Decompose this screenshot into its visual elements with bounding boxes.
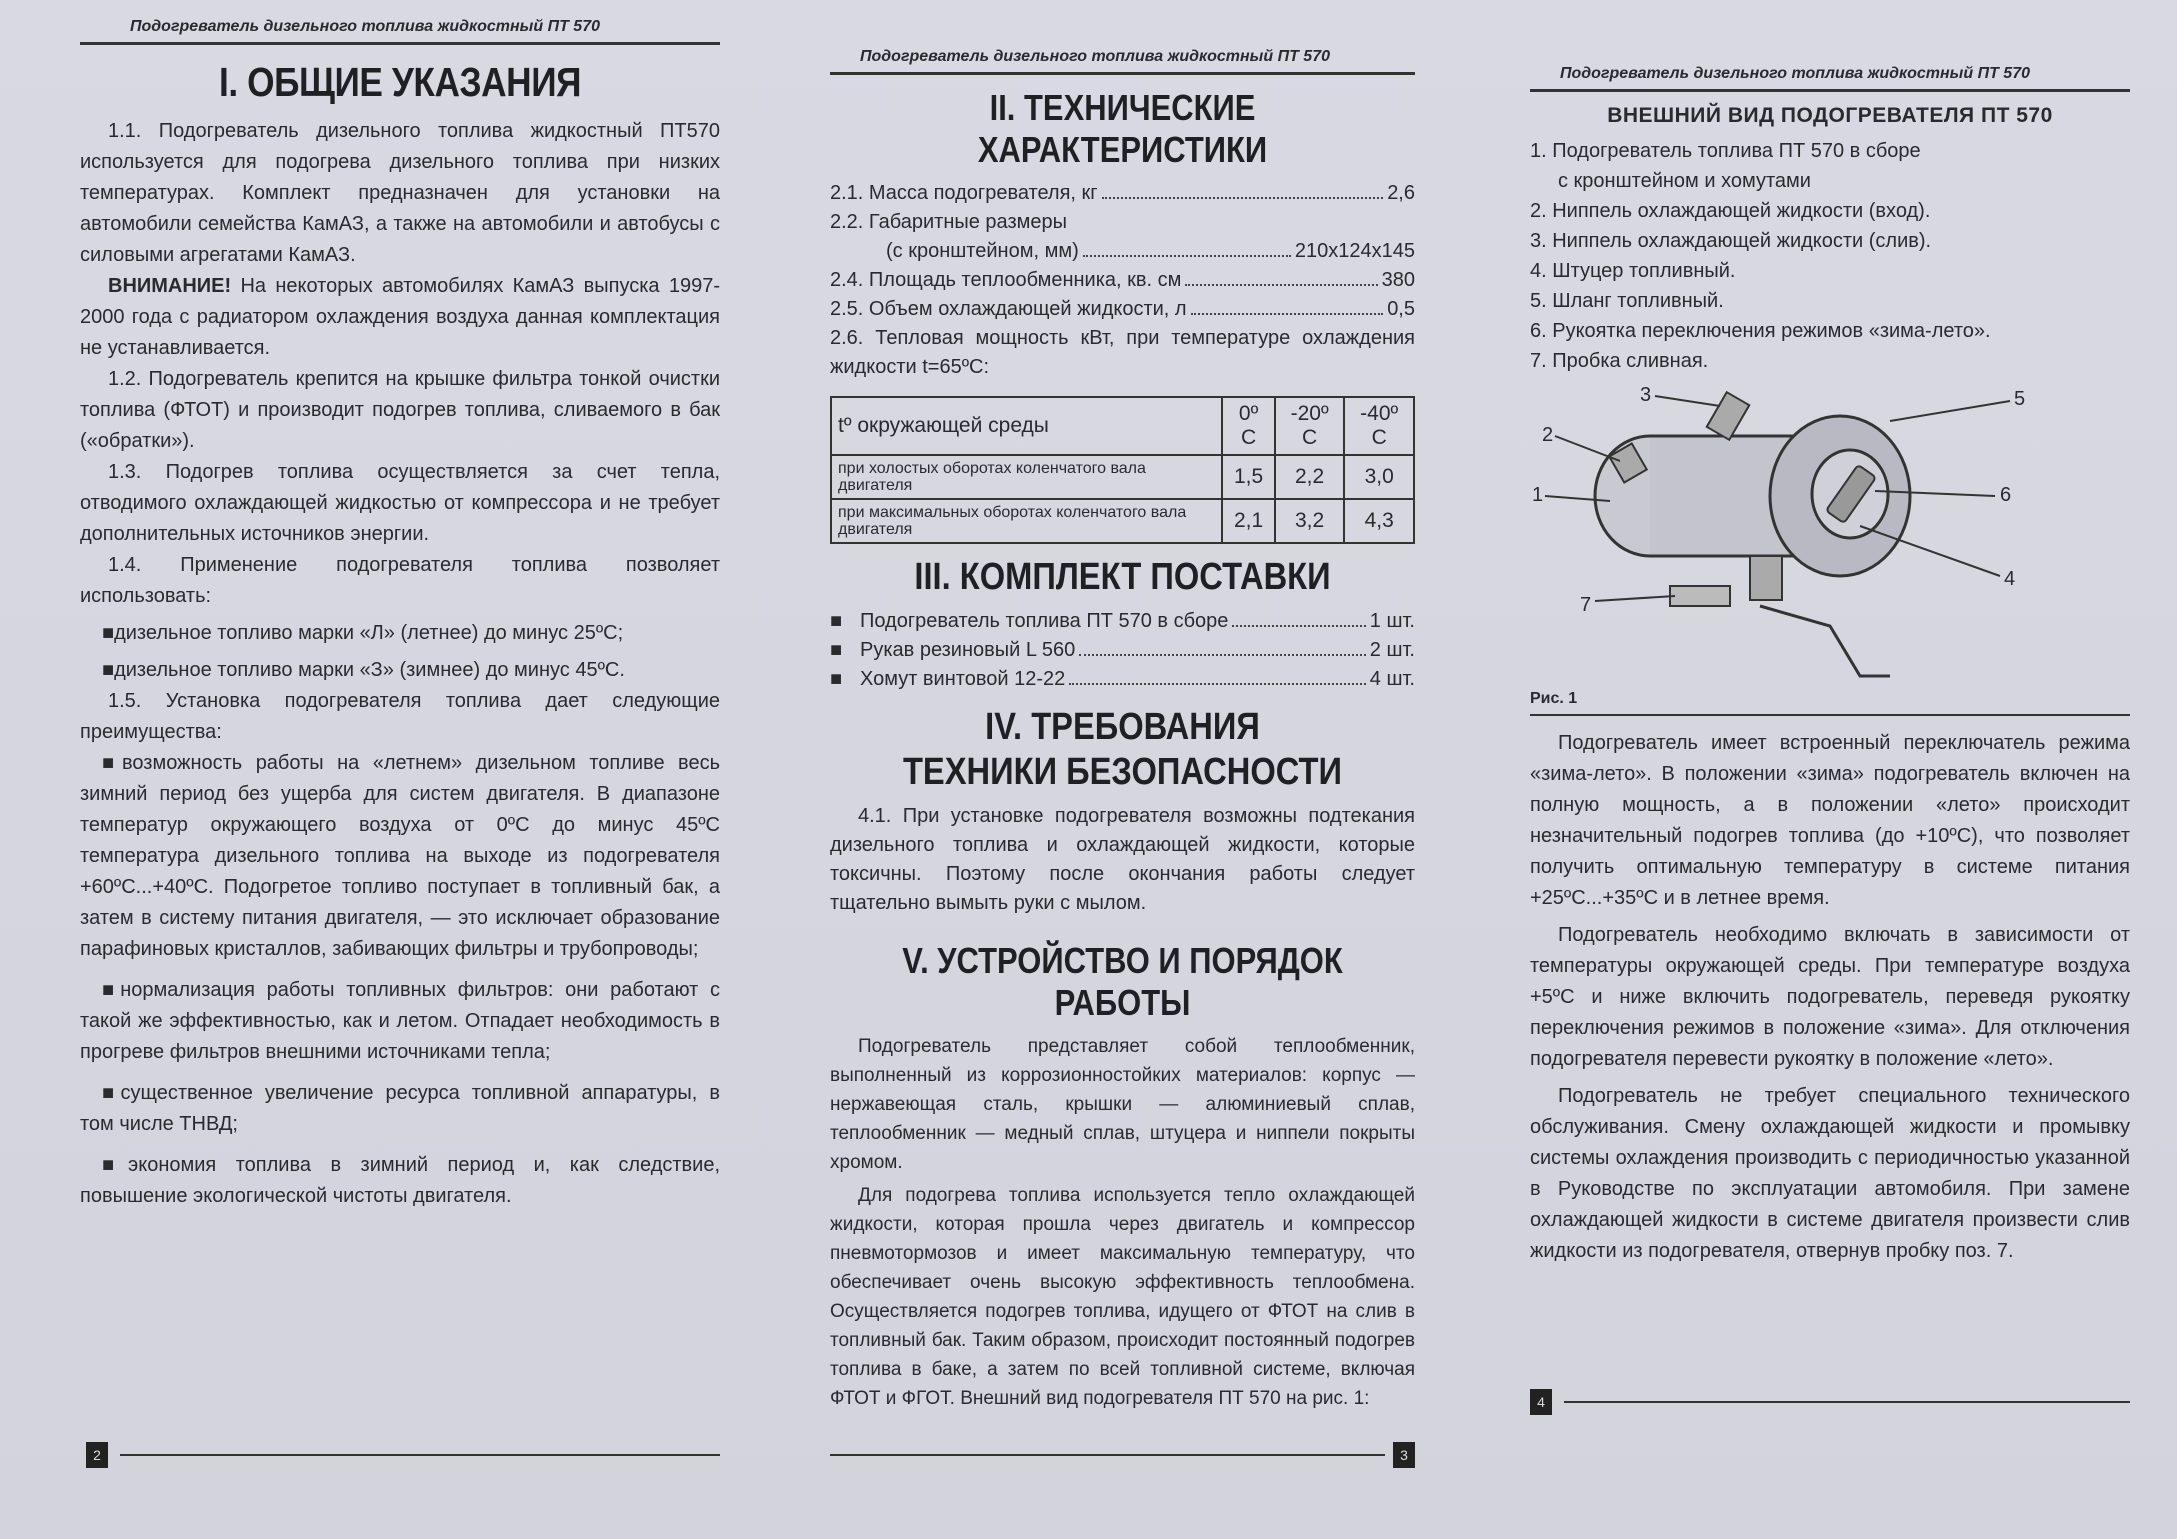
list-item: 4. Штуцер топливный.	[1530, 260, 1736, 282]
paragraph: Подогреватель не требует специального технического обслуживания. Смену охлаждающей жидкости и промывку системы охлаждения производить с периодичностью указанной в Руководстве по эксплуатации автомобиля. При замене охлаждающей жидкости в системе двигателя произвести слив жидкости из подогревателя, отвернув пробку поз. 7.	[1530, 1085, 2130, 1262]
table-cell: 3,0	[1344, 455, 1414, 499]
table-row	[831, 455, 1414, 499]
section-1-heading: I. ОБЩИЕ УКАЗАНИЯ	[218, 59, 582, 105]
warning-paragraph	[80, 271, 720, 364]
kit-item: ■ Подогреватель топлива ПТ 570 в сборе 1 шт.	[830, 607, 1415, 636]
page-3	[830, 48, 1415, 1468]
table-cell: 1,5	[1222, 455, 1275, 499]
power-table	[830, 396, 1415, 544]
parts-list	[1530, 136, 2130, 376]
table-cell: 2,2	[1275, 455, 1345, 499]
page-number: 4	[1530, 1389, 1552, 1415]
callout-6: 6	[2000, 484, 2012, 506]
footer-rule	[120, 1454, 720, 1456]
figure-rule	[1530, 714, 2130, 716]
bullet-item: ■ экономия топлива в зимний период и, как следствие, повышение экологической чистоты двигателя.	[80, 1150, 720, 1212]
page-footer	[80, 1438, 720, 1468]
table-cell: -40º С	[1344, 397, 1414, 455]
spec-row: 2.1. Масса подогревателя, кг 2,6	[830, 179, 1415, 208]
warning-text: На некоторых автомобилях КамАЗ выпуска 1997-2000 года с радиатором охлаждения воздуха данная комплектация не устанавливается.	[80, 275, 720, 359]
table-cell: 0º С	[1222, 397, 1275, 455]
paragraph: 1.2. Подогреватель крепится на крышке фильтра тонкой очистки топлива (ФТОТ) и производит подогрев топлива, сливаемого в бак («обратки»).	[80, 368, 720, 452]
spec-row: (с кронштейном, мм) 210х124х145	[830, 237, 1415, 266]
list-item: с кронштейном и хомутами	[1558, 170, 1811, 192]
paragraph: Подогреватель необходимо включать в зависимости от температуры окружающей среды. При температуре воздуха +5ºС и ниже включить подогреватель, переведя рукоятку переключения режимов в положение «зима». Для отключения подогревателя перевести рукоятку в положение «лето».	[1530, 924, 2130, 1070]
kit-item: ■ Хомут винтовой 12-22 4 шт.	[830, 665, 1415, 694]
section-5-heading: V. УСТРОЙСТВО И ПОРЯДОК РАБОТЫ	[902, 940, 1343, 1023]
table-cell: 3,2	[1275, 499, 1345, 543]
heater-drawing	[1530, 376, 2130, 716]
table-cell: -20º С	[1275, 397, 1345, 455]
table-cell: tº окружающей среды	[831, 397, 1222, 455]
page-footer	[1530, 1385, 2130, 1415]
page-footer	[830, 1438, 1415, 1468]
table-row	[831, 499, 1414, 543]
page-number: 3	[1393, 1442, 1415, 1468]
paragraph: Подогреватель имеет встроенный переключатель режима «зима-лето». В положении «зима» подогреватель включен на полную мощность, а в положении «лето» происходит незначительный подогрев топлива (до +10ºС), что позволяет получить оптимальную температуру в системе питания +25ºС...+35ºС и в летнее время.	[1530, 732, 2130, 909]
table-cell: при холостых оборотах коленчатого вала двигателя	[831, 455, 1222, 499]
footer-rule	[830, 1454, 1385, 1456]
bullet-item: ■ дизельное топливо марки «З» (зимнее) до минус 45ºС.	[80, 655, 720, 686]
spec-row: 2.2. Габаритные размеры	[830, 211, 1067, 233]
list-item: 2. Ниппель охлаждающей жидкости (вход).	[1530, 200, 1931, 222]
spec-paragraph: 2.6. Тепловая мощность кВт, при температуре охлаждения жидкости t=65ºС:	[830, 327, 1415, 378]
table-cell: при максимальных оборотах коленчатого вала двигателя	[831, 499, 1222, 543]
paragraph: 4.1. При установке подогревателя возможны подтекания дизельного топлива и охлаждающей жидкости, которые токсичны. Поэтому после окончания работы следует тщательно вымыть руки с мылом.	[830, 805, 1415, 914]
list-item: 6. Рукоятка переключения режимов «зима-лето».	[1530, 320, 1991, 342]
spec-row: 2.5. Объем охлаждающей жидкости, л 0,5	[830, 295, 1415, 324]
paragraph: 1.3. Подогрев топлива осуществляется за счет тепла, отводимого охлаждающей жидкостью от компрессора и не требует дополнительных источников энергии.	[80, 461, 720, 545]
spec-row: 2.4. Площадь теплообменника, кв. см 380	[830, 266, 1415, 295]
list-item: 5. Шланг топливный.	[1530, 290, 1724, 312]
table-cell: 4,3	[1344, 499, 1414, 543]
figure-title: ВНЕШНИЙ ВИД ПОДОГРЕВАТЕЛЯ ПТ 570	[1607, 104, 2053, 127]
table-header-row	[831, 397, 1414, 455]
paragraph: Подогреватель представляет собой теплообменник, выполненный из коррозионностойких материалов: корпус — нержавеющая сталь, крышки — алюминиевый сплав, теплообменник — медный сплав, штуцера и ниппели покрыты хромом.	[830, 1036, 1415, 1173]
bullet-item: ■ существенное увеличение ресурса топливной аппаратуры, в том числе ТНВД;	[80, 1078, 720, 1140]
callout-4: 4	[2004, 568, 2016, 590]
figure-caption: Рис. 1	[1530, 690, 1578, 707]
list-item: 7. Пробка сливная.	[1530, 350, 1709, 372]
callout-7: 7	[1580, 594, 1592, 616]
list-item: 1. Подогреватель топлива ПТ 570 в сборе	[1530, 140, 1921, 162]
list-item: 3. Ниппель охлаждающей жидкости (слив).	[1530, 230, 1932, 252]
callout-3: 3	[1640, 384, 1652, 406]
running-header: Подогреватель дизельного топлива жидкостный ПТ 570	[80, 18, 720, 45]
section-2-heading: II. ТЕХНИЧЕСКИЕ ХАРАКТЕРИСТИКИ	[977, 87, 1268, 170]
table-cell: 2,1	[1222, 499, 1275, 543]
bullet-item: ■ возможность работы на «летнем» дизельном топливе весь зимний период без ущерба для систем двигателя. В диапазоне температур окружающего воздуха от 0ºС до минус 45ºС температура дизельного топлива на выходе из подогревателя +60ºС...+40ºС. Подогретое топливо поступает в топливный бак, а затем в систему питания двигателя, — это исключает образование парафиновых кристаллов, забивающих фильтры и трубопроводы;	[80, 748, 720, 965]
running-header: Подогреватель дизельного топлива жидкостный ПТ 570	[1530, 65, 2130, 92]
callout-2: 2	[1542, 424, 1554, 446]
paragraph: 1.5. Установка подогревателя топлива дает следующие преимущества:	[80, 690, 720, 743]
heater-figure	[1530, 376, 2130, 716]
bullet-item: ■ дизельное топливо марки «Л» (летнее) до минус 25ºС;	[80, 618, 720, 649]
paragraph: 1.1. Подогреватель дизельного топлива жидкостный ПТ570 используется для подогрева дизельного топлива при низких температурах. Комплект предназначен для установки на автомобили семейства КамАЗ, а также на автомобили и автобусы с силовыми агрегатами КамАЗ.	[80, 120, 720, 266]
section-4-heading-line2: ТЕХНИКИ БЕЗОПАСНОСТИ	[902, 751, 1343, 793]
page-number: 2	[86, 1442, 108, 1468]
warning-label: ВНИМАНИЕ!	[108, 275, 232, 297]
bullet-item: ■ нормализация работы топливных фильтров: они работают с такой же эффективностью, как и летом. Отпадает необходимость в прогреве фильтров внешними источниками тепла;	[80, 975, 720, 1068]
running-header: Подогреватель дизельного топлива жидкостный ПТ 570	[830, 48, 1415, 75]
paragraph: 1.4. Применение подогревателя топлива позволяет использовать:	[80, 554, 720, 607]
callout-5: 5	[2014, 388, 2026, 410]
callout-1: 1	[1532, 484, 1544, 506]
page-2	[80, 18, 720, 1468]
paragraph: Для подогрева топлива используется тепло охлаждающей жидкости, которая прошла через двигатель и компрессор пневмотормозов и имеет максимальную температуру, что обеспечивает очень высокую эффективность теплообмена. Осуществляется подогрев топлива, идущего от ФТОТ на слив в топливный бак. Таким образом, происходит постоянный подогрев топлива в баке, а затем по всей топливной системе, включая ФТОТ и ФГОТ. Внешний вид подогревателя ПТ 570 на рис. 1:	[830, 1185, 1415, 1409]
section-3-heading: III. КОМПЛЕКТ ПОСТАВКИ	[914, 556, 1331, 598]
footer-rule	[1564, 1401, 2130, 1403]
section-4-heading: IV. ТРЕБОВАНИЯ	[985, 706, 1260, 748]
page-4	[1530, 65, 2130, 1415]
kit-item: ■ Рукав резиновый L 560 2 шт.	[830, 636, 1415, 665]
